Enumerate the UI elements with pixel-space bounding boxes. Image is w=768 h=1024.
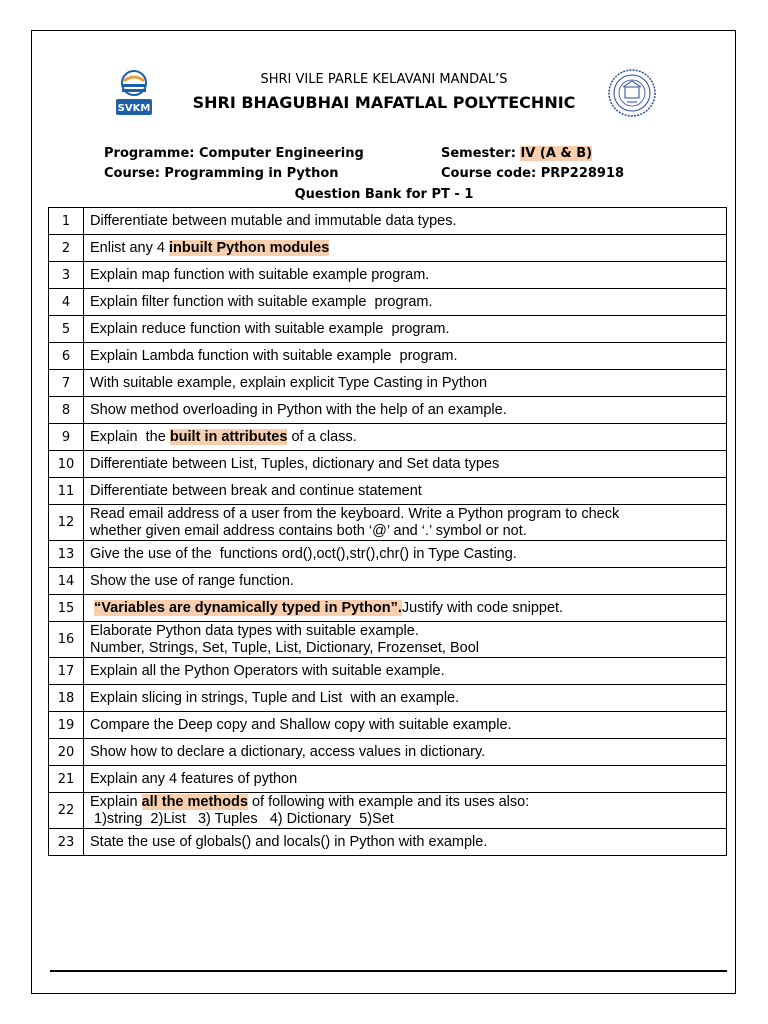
question-text: [84, 622, 727, 658]
question-text-part: Differentiate between List, Tuples, dictionary and Set data types: [90, 455, 500, 472]
institute-name: SHRI BHAGUBHAI MAFATLAL POLYTECHNIC: [192, 93, 576, 112]
question-text-part: Compare the Deep copy and Shallow copy with suitable example.: [90, 716, 512, 733]
question-text: [84, 451, 727, 478]
question-text-part: Explain reduce function with suitable example program.: [90, 320, 450, 337]
svkm-logo-text: SVKM: [117, 103, 151, 114]
question-number: 9: [49, 424, 84, 451]
question-text: [84, 595, 727, 622]
highlighted-phrase: “Variables are dynamically typed in Python”.: [94, 599, 402, 616]
highlighted-phrase: all the methods: [141, 793, 248, 810]
programme: Programme: Computer Engineering: [104, 146, 364, 161]
question-number: 13: [49, 541, 84, 568]
question-number: 19: [49, 712, 84, 739]
question-text-part: Read email address of a user from the keyboard. Write a Python program to check: [90, 505, 620, 522]
question-row: [49, 622, 727, 658]
question-text-part: Explain slicing in strings, Tuple and List with an example.: [90, 689, 460, 706]
question-text-part: of a class.: [287, 428, 357, 445]
question-text-part: whether given email address contains both ‘@’ and ‘.’ symbol or not.: [90, 522, 527, 539]
question-text: [84, 343, 727, 370]
question-number: 23: [49, 829, 84, 856]
question-text-part: Explain the: [90, 428, 170, 445]
question-row: [49, 316, 727, 343]
question-number: 15: [49, 595, 84, 622]
question-number: 16: [49, 622, 84, 658]
question-text-part: Explain any 4 features of python: [90, 770, 298, 787]
question-row: [49, 793, 727, 829]
question-row: [49, 235, 727, 262]
question-row: [49, 658, 727, 685]
question-number: 2: [49, 235, 84, 262]
question-text: [84, 658, 727, 685]
question-row: [49, 343, 727, 370]
question-number: 5: [49, 316, 84, 343]
question-text-part: Show method overloading in Python with the help of an example.: [90, 401, 507, 418]
question-text: [84, 262, 727, 289]
question-text-part: Show the use of range function.: [90, 572, 294, 589]
question-text: [84, 685, 727, 712]
question-text: [84, 370, 727, 397]
question-number: 18: [49, 685, 84, 712]
question-number: 4: [49, 289, 84, 316]
semester-label: Semester:: [441, 146, 521, 161]
question-row: [49, 712, 727, 739]
question-text-part: Explain Lambda function with suitable example program.: [90, 347, 458, 364]
question-row: [49, 451, 727, 478]
question-row: [49, 478, 727, 505]
question-text: [84, 793, 727, 829]
question-row: [49, 424, 727, 451]
question-row: [49, 262, 727, 289]
question-row: [49, 595, 727, 622]
question-number: 21: [49, 766, 84, 793]
semester-value: IV (A & B): [520, 146, 593, 161]
question-row: [49, 685, 727, 712]
question-row: [49, 541, 727, 568]
question-text-part: Differentiate between break and continue statement: [90, 482, 422, 499]
semester: [441, 146, 592, 161]
question-number: 17: [49, 658, 84, 685]
question-number: 14: [49, 568, 84, 595]
org-name: SHRI VILE PARLE KELAVANI MANDAL’S: [260, 72, 508, 87]
question-text: [84, 829, 727, 856]
question-row: [49, 505, 727, 541]
question-number: 7: [49, 370, 84, 397]
question-text-part: Explain filter function with suitable example program.: [90, 293, 433, 310]
question-number: 10: [49, 451, 84, 478]
question-number: 11: [49, 478, 84, 505]
question-text: [84, 208, 727, 235]
question-text: [84, 766, 727, 793]
question-text-part: Enlist any 4: [90, 239, 169, 256]
question-text-part: Explain map function with suitable example program.: [90, 266, 430, 283]
question-row: [49, 766, 727, 793]
question-number: 1: [49, 208, 84, 235]
question-text: [84, 316, 727, 343]
bottom-rule: [50, 970, 727, 972]
question-text: [84, 478, 727, 505]
question-number: 12: [49, 505, 84, 541]
course: Course: Programming in Python: [104, 166, 339, 181]
question-row: [49, 829, 727, 856]
question-number: 8: [49, 397, 84, 424]
question-table: [48, 207, 727, 856]
question-row: [49, 397, 727, 424]
question-text-part: of following with example and its uses also:: [247, 793, 530, 810]
question-number: 20: [49, 739, 84, 766]
question-text-part: Elaborate Python data types with suitable example.: [90, 622, 419, 639]
question-text-part: Show how to declare a dictionary, access values in dictionary.: [90, 743, 486, 760]
question-text-part: Explain all the Python Operators with suitable example.: [90, 662, 445, 679]
question-number: 3: [49, 262, 84, 289]
question-text-part: 1)string 2)List 3) Tuples 4) Dictionary 5)Set: [90, 810, 394, 827]
question-bank-title: Question Bank for PT - 1: [294, 187, 474, 202]
question-text-part: Number, Strings, Set, Tuple, List, Dictionary, Frozenset, Bool: [90, 639, 479, 656]
question-number: 6: [49, 343, 84, 370]
question-text: [84, 505, 727, 541]
question-number: 22: [49, 793, 84, 829]
question-text-part: Explain: [90, 793, 142, 810]
question-row: [49, 739, 727, 766]
course-code: Course code: PRP228918: [441, 166, 625, 181]
question-text: [84, 541, 727, 568]
question-row: [49, 370, 727, 397]
question-row: [49, 289, 727, 316]
question-text: [84, 739, 727, 766]
question-text: [84, 712, 727, 739]
question-text: [84, 568, 727, 595]
question-text: [84, 235, 727, 262]
question-text-part: State the use of globals() and locals() in Python with example.: [90, 833, 488, 850]
highlighted-phrase: built in attributes: [169, 428, 288, 445]
question-text: [84, 424, 727, 451]
question-text-part: Give the use of the functions ord(),oct(),str(),chr() in Type Casting.: [90, 545, 517, 562]
highlighted-phrase: inbuilt Python modules: [169, 239, 330, 256]
question-text-part: Justify with code snippet.: [401, 599, 564, 616]
question-text: [84, 397, 727, 424]
question-row: [49, 568, 727, 595]
question-text-part: With suitable example, explain explicit Type Casting in Python: [90, 374, 488, 391]
question-text: [84, 289, 727, 316]
question-text-part: Differentiate between mutable and immutable data types.: [90, 212, 457, 229]
question-row: [49, 208, 727, 235]
